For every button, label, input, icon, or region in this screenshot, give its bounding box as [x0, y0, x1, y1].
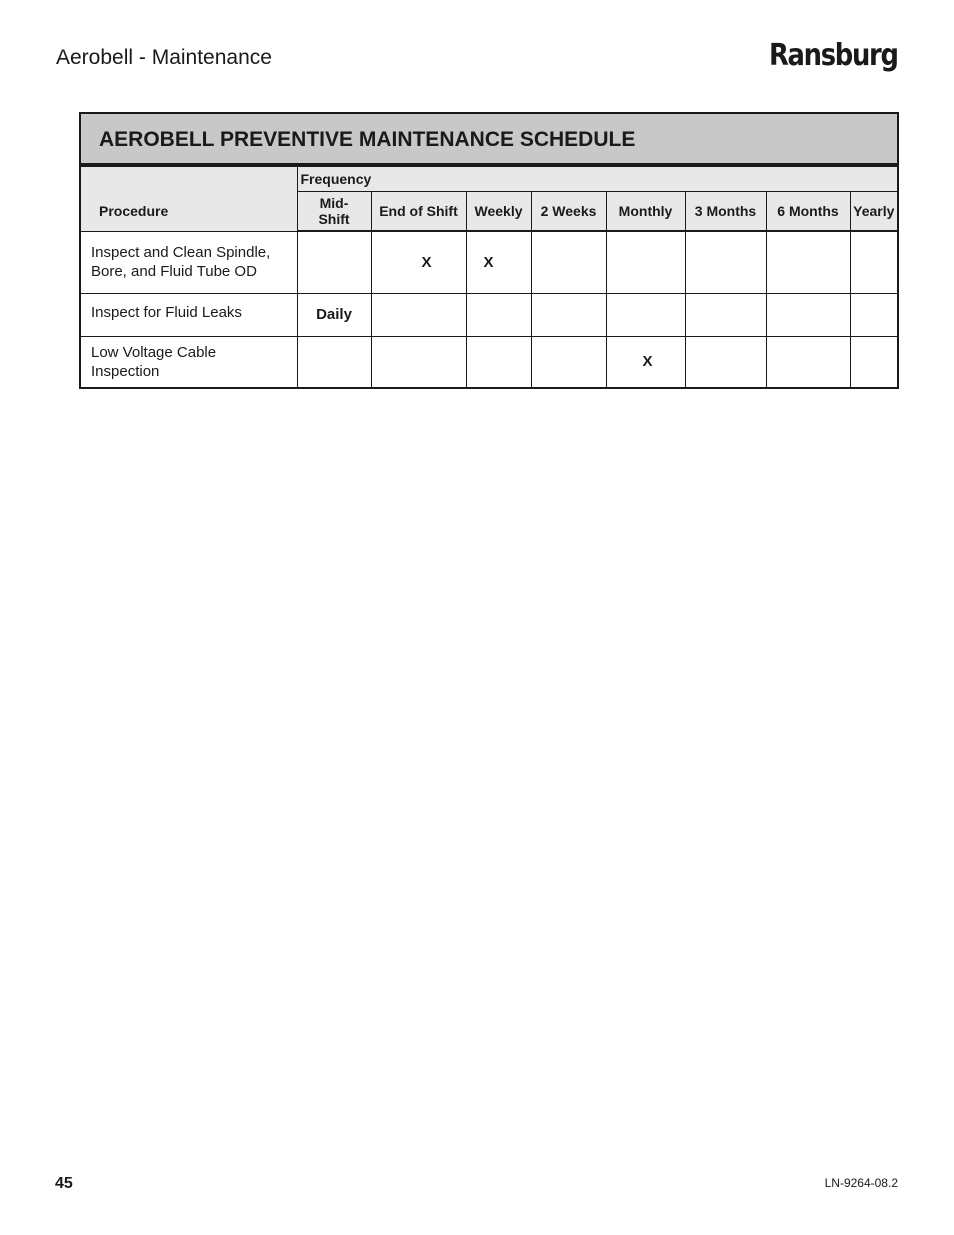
frequency-cell	[297, 336, 371, 388]
frequency-cell	[531, 336, 606, 388]
table-row	[80, 293, 898, 336]
procedure-cell: Low Voltage Cable Inspection	[80, 336, 297, 388]
procedure-header: Procedure	[80, 167, 297, 232]
frequency-cell	[685, 293, 766, 336]
frequency-cell: X	[606, 336, 685, 388]
column-header-2-weeks: 2 Weeks	[531, 192, 606, 232]
table-row	[80, 231, 898, 293]
frequency-cell: Daily	[297, 293, 371, 336]
procedure-cell: Inspect and Clean Spindle, Bore, and Fluid Tube OD	[80, 231, 297, 293]
column-header-mid-shift: Mid- Shift	[297, 192, 371, 232]
document-id: LN-9264-08.2	[824, 1176, 898, 1190]
frequency-cell	[685, 336, 766, 388]
frequency-cell: X	[371, 231, 466, 293]
frequency-cell	[531, 293, 606, 336]
column-header-3-months: 3 Months	[685, 192, 766, 232]
frequency-cell	[606, 293, 685, 336]
column-header-6-months: 6 Months	[766, 192, 850, 232]
frequency-cell	[850, 336, 898, 388]
table-row	[80, 336, 898, 388]
frequency-cell	[297, 231, 371, 293]
schedule-table	[79, 166, 899, 389]
schedule-title: AEROBELL PREVENTIVE MAINTENANCE SCHEDULE	[79, 112, 899, 166]
frequency-cell	[466, 293, 531, 336]
frequency-header: Frequency	[297, 167, 898, 192]
frequency-cell	[766, 293, 850, 336]
page-number: 45	[55, 1175, 73, 1192]
frequency-cell	[850, 231, 898, 293]
frequency-cell	[766, 231, 850, 293]
column-header-end-of-shift: End of Shift	[371, 192, 466, 232]
frequency-cell	[371, 336, 466, 388]
frequency-cell	[850, 293, 898, 336]
page-header-title: Aerobell - Maintenance	[56, 46, 272, 69]
ransburg-logo: Ransburg	[769, 38, 898, 73]
column-header-yearly: Yearly	[850, 192, 898, 232]
frequency-cell	[685, 231, 766, 293]
frequency-cell	[766, 336, 850, 388]
frequency-cell	[531, 231, 606, 293]
maintenance-schedule	[79, 112, 899, 389]
procedure-cell: Inspect for Fluid Leaks	[80, 293, 297, 336]
column-header-monthly: Monthly	[606, 192, 685, 232]
frequency-cell	[371, 293, 466, 336]
frequency-cell	[606, 231, 685, 293]
frequency-cell: X	[466, 231, 531, 293]
frequency-cell	[466, 336, 531, 388]
column-header-weekly: Weekly	[466, 192, 531, 232]
